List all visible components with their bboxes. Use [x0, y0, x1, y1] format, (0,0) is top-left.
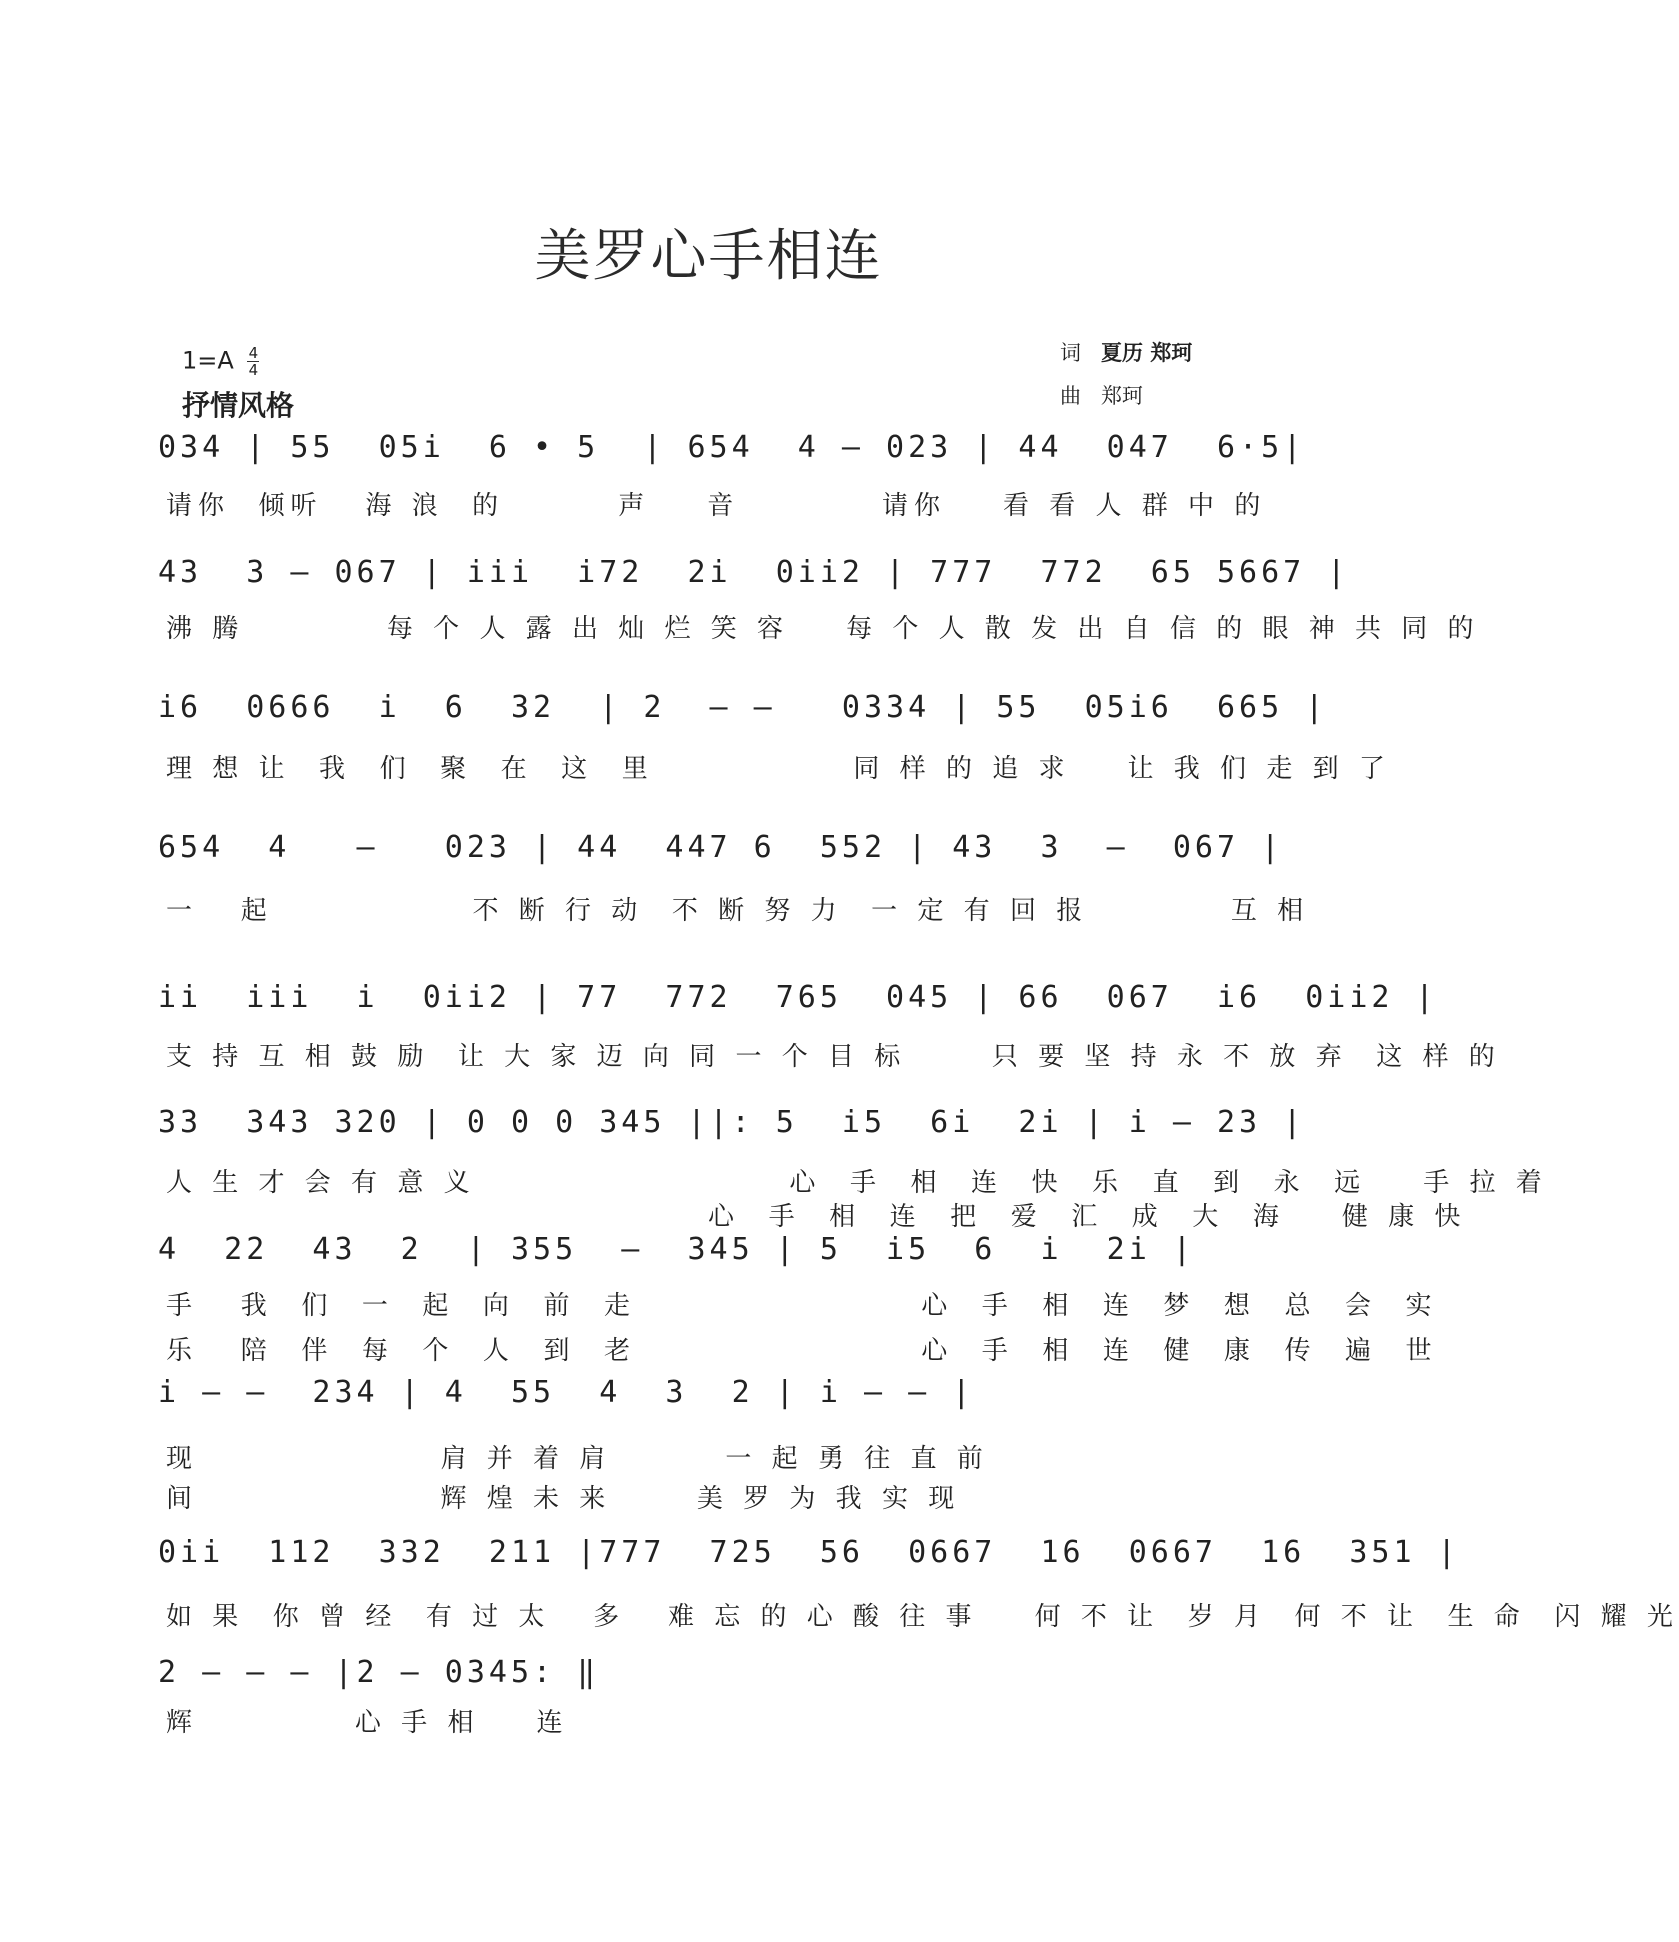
lyric-line: 辉 心 手 相 连 — [166, 1708, 569, 1738]
notation-line: i6 0666 i 6 32 | 2 — — 0334 | 55 05i6 665 | — [158, 690, 1328, 725]
style-label: 抒情风格 — [182, 389, 295, 422]
lyric-line: 人 生 才 会 有 意 义 心 手 相 连 快 乐 直 到 永 远 手 拉 着 — [166, 1168, 1548, 1198]
lyric-line: 心 手 相 连 把 爱 汇 成 大 海 健 康 快 — [166, 1202, 1467, 1232]
lyric-line: 支 持 互 相 鼓 励 让 大 家 迈 向 同 一 个 目 标 只 要 坚 持 永 不 放 弃 这 样 的 — [166, 1042, 1501, 1072]
lyricist-label: 词 — [1060, 341, 1081, 365]
lyric-line: 一 起 不 断 行 动 不 断 努 力 一 定 有 回 报 互 相 — [166, 896, 1310, 926]
notation-line: 2 — — — |2 — 0345: ‖ — [158, 1655, 600, 1690]
lyricist-names: 夏历 郑珂 — [1101, 341, 1193, 365]
lyric-line: 手 我 们 一 起 向 前 走 心 手 相 连 梦 想 总 会 实 — [166, 1291, 1438, 1321]
notation-line: 43 3 — 067 | iii i72 2i 0ii2 | 777 772 65 5667 | — [158, 555, 1350, 590]
lyric-line: 沸 腾 每 个 人 露 出 灿 烂 笑 容 每 个 人 散 发 出 自 信 的 眼 神 共 同 的 — [166, 614, 1480, 644]
lyric-line: 乐 陪 伴 每 个 人 到 老 心 手 相 连 健 康 传 遍 世 — [166, 1336, 1438, 1366]
lyric-line: 现 肩 并 着 肩 一 起 勇 往 直 前 — [166, 1444, 989, 1474]
lyricist-credit — [1060, 337, 1192, 367]
lyric-line: 请你 倾听 海 浪 的 声 音 请你 看 看 人 群 中 的 — [166, 491, 1267, 521]
lyric-line: 理 想 让 我 们 聚 在 这 里 同 样 的 追 求 让 我 们 走 到 了 — [166, 754, 1391, 784]
notation-line: ii iii i 0ii2 | 77 772 765 045 | 66 067 i6 0ii2 | — [158, 980, 1438, 1015]
notation-line: 034 | 55 05i 6 • 5 | 654 4 — 023 | 44 047 6·5| — [158, 430, 1306, 465]
notation-line: 654 4 — 023 | 44 447 6 552 | 43 3 — 067 | — [158, 830, 1284, 865]
lyric-line: 间 辉 煌 未 来 美 罗 为 我 实 现 — [166, 1484, 961, 1514]
composer-label: 曲 — [1060, 384, 1081, 408]
notation-line: 4 22 43 2 | 355 — 345 | 5 i5 6 i 2i | — [158, 1232, 1195, 1267]
time-signature-top: 4 — [248, 344, 259, 362]
notation-line: 0ii 112 332 211 |777 725 56 0667 16 0667 16 351 | — [158, 1535, 1460, 1570]
key-signature — [182, 346, 259, 377]
key-label: 1=A — [182, 346, 234, 375]
lyric-line: 如 果 你 曾 经 有 过 太 多 难 忘 的 心 酸 往 事 何 不 让 岁 月 何 不 让 生 命 闪 耀 光 — [166, 1602, 1679, 1632]
composer-name: 郑珂 — [1101, 384, 1144, 408]
song-title: 美罗心手相连 — [534, 224, 883, 289]
composer-credit — [1060, 380, 1143, 410]
notation-line: 33 343 320 | 0 0 0 345 ||: 5 i5 6i 2i | i — 23 | — [158, 1105, 1306, 1140]
time-signature-bottom: 4 — [248, 361, 259, 379]
notation-line: i — — 234 | 4 55 4 3 2 | i — — | — [158, 1375, 975, 1410]
time-signature — [247, 346, 259, 377]
